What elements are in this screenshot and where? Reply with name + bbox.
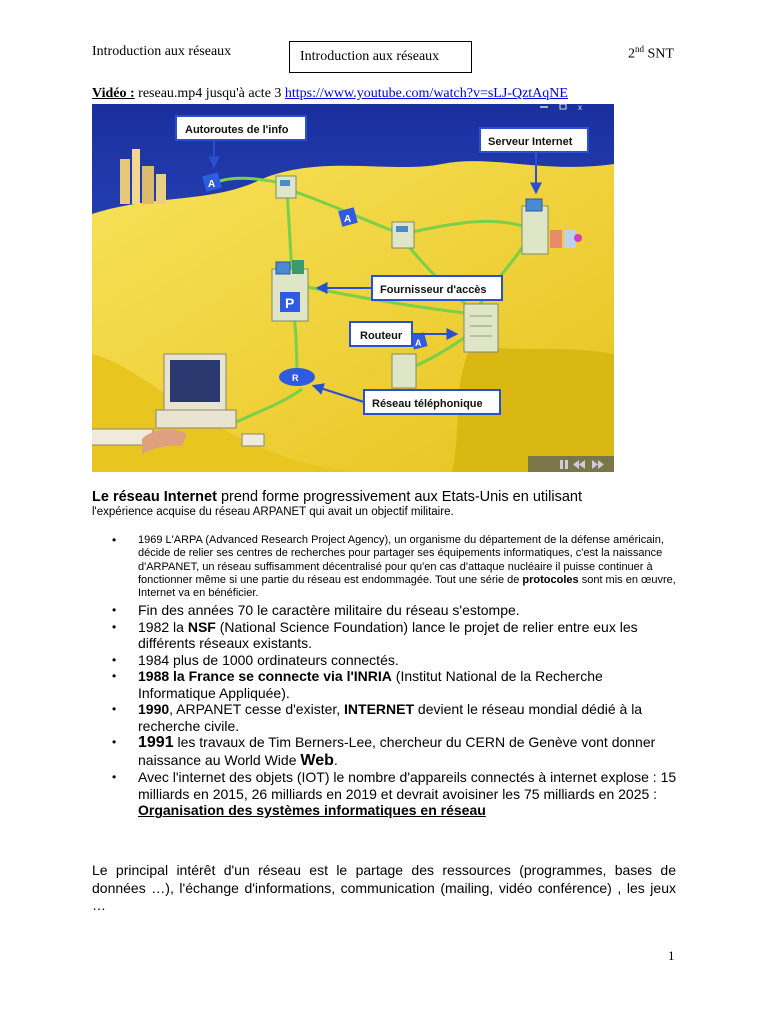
relay-box [276, 176, 296, 198]
history-item-1969: • 1969 L'ARPA (Advanced Research Project Agency), un organisme du département de la défense américain, décide de relier ses centres de recherches pour partager ses équipements informatiques, c'est la naissance d'ARPANET, un réseau suffisamment décentralisé pour qu'en cas d'attaque nucléaire il puisse continuer à fonctionner même si une partie du réseau est endommagée. Tout une série de protocoles sont mis en œuvre, Internet va en bénéficier. [112, 534, 682, 600]
router-server [464, 304, 498, 352]
history-item-70s: • Fin des années 70 le caractère militaire du réseau s'estompe. [112, 602, 682, 619]
svg-text:Routeur: Routeur [360, 330, 403, 342]
video-label: Vidéo : [92, 86, 135, 101]
header-boxed-title: Introduction aux réseaux [289, 41, 472, 73]
access-provider-server [272, 260, 308, 321]
header-left-title: Introduction aux réseaux [92, 44, 232, 59]
section-title: Organisation des systèmes informatiques en réseau [138, 802, 486, 819]
svg-text:Fournisseur d'accès: Fournisseur d'accès [380, 284, 487, 296]
highway-sign-2: A [344, 214, 352, 225]
history-item-iot: • Avec l'internet des objets (IOT) le nombre d'appareils connectés à internet explose : 15 milliards en 2015, 26 milliards en 2019 et devrait avoisiner les 75 milliards en 2025 : Organisation des systèmes informatiques en réseau [112, 769, 682, 819]
history-item-1990: • 1990, ARPANET cesse d'exister, INTERNET devient le réseau mondial dédié à la recherche civile. [112, 701, 682, 734]
highway-sign-3: A [415, 338, 422, 348]
phone-exchange [392, 354, 416, 388]
header-class-level [628, 44, 674, 63]
modem-letter: R [292, 373, 299, 383]
history-item-1991: • 1991 les travaux de Tim Berners-Lee, chercheur du CERN de Genève vont donner naissance au World Wide Web. [112, 734, 682, 769]
class-level-sup: nd [635, 44, 644, 54]
history-list [112, 534, 682, 819]
router-node-mid [392, 222, 414, 248]
conclusion-paragraph: Le principal intérêt d'un réseau est le partage des ressources (programmes, bases de données …), l'échange d'informations, communication (mailing, vidéo conférence) , les jeux … [92, 862, 676, 913]
svg-text:Autoroutes de l'info: Autoroutes de l'info [185, 124, 289, 136]
intro-subtitle: l'expérience acquise du réseau ARPANET qui avait un objectif militaire. [92, 506, 454, 518]
history-item-1982: • 1982 la NSF (National Science Foundation) lance le projet de relier entre eux les différents réseaux existants. [112, 619, 682, 652]
history-item-1988: • 1988 la France se connecte via l'INRIA (Institut National de la Recherche Informatique Appliquée). [112, 668, 682, 701]
video-controls[interactable] [528, 456, 614, 472]
class-level-number: 2 [628, 46, 635, 62]
intro-title-bold: Le réseau Internet [92, 489, 217, 505]
video-link[interactable]: https://www.youtube.com/watch?v=sLJ-QztAqNE [284, 86, 568, 101]
svg-text:Serveur Internet: Serveur Internet [488, 136, 573, 148]
video-reference [92, 86, 568, 102]
provider-letter: P [285, 295, 295, 311]
video-text: reseau.mp4 jusqu'à acte 3 [134, 86, 285, 101]
svg-text:Réseau téléphonique: Réseau téléphonique [372, 398, 483, 410]
history-item-1984: • 1984 plus de 1000 ordinateurs connectés. [112, 652, 682, 669]
intro-title [92, 489, 582, 505]
class-level-rest: SNT [644, 46, 674, 62]
highway-sign-1: A [208, 179, 216, 190]
svg-text:x: x [578, 104, 582, 112]
intro-title-rest: prend forme progressivement aux Etats-Unis en utilisant [216, 489, 583, 505]
network-illustration [92, 104, 614, 472]
page-number: 1 [668, 948, 675, 963]
modem [279, 368, 315, 386]
